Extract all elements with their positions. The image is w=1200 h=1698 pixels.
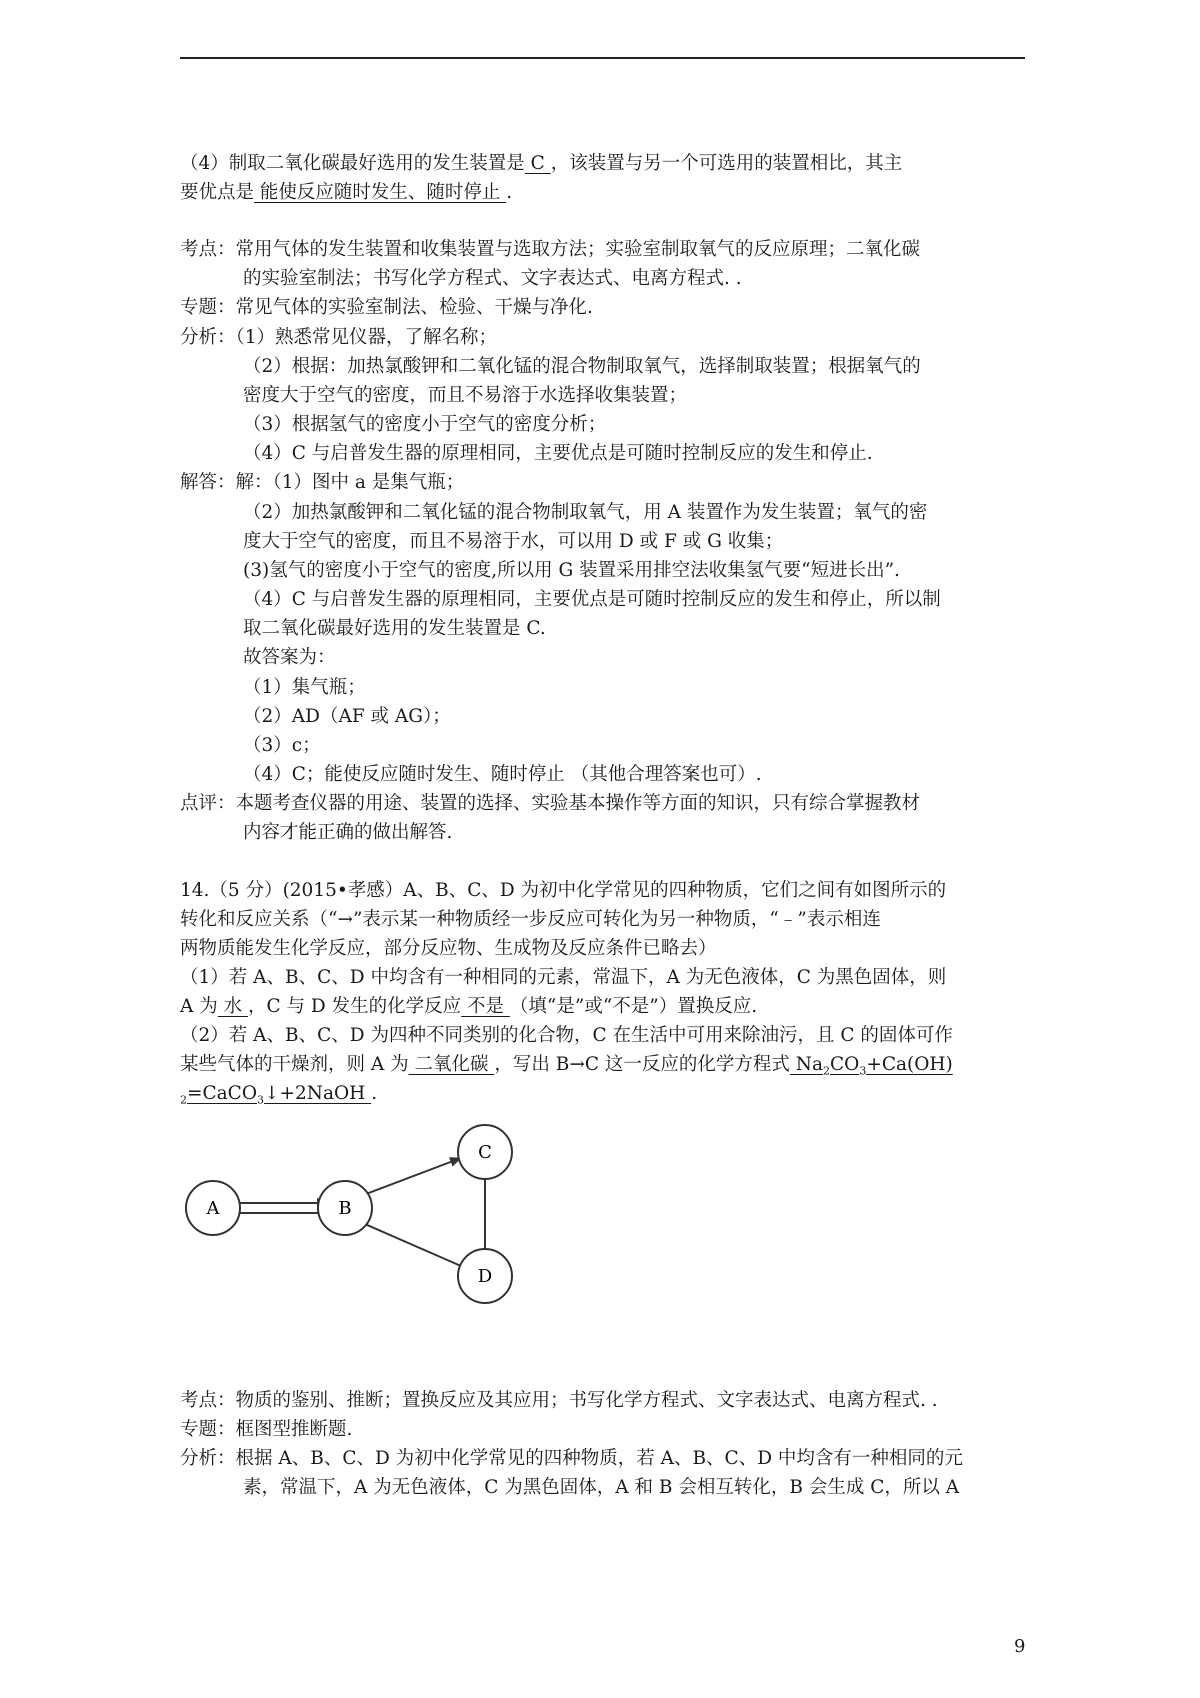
fenxi-line: （4）C 与启普发生器的原理相同，主要优点是可随时控制反应的发生和停止. (243, 443, 873, 464)
jieda-line: （1）集气瓶； (243, 677, 366, 698)
q13-part4-line1: （4）制取二氧化碳最好选用的发生装置是 C ，该装置与另一个可选用的装置相比，其主 (180, 153, 903, 174)
fenxi-line: 分析：根据 A、B、C、D 为初中化学常见的四种物质，若 A、B、C、D 中均含有一种相同的元 (180, 1448, 963, 1469)
answer-equation: $Na_2CO_3+Ca(OH)$ (789, 1054, 953, 1078)
page-number: 9 (1014, 1636, 1026, 1657)
kaodian-line: 考点：物质的鉴别、推断；置换反应及其应用；书写化学方程式、文字表达式、电离方程式. . (180, 1390, 938, 1411)
fenxi-line: （3）根据氢气的密度小于空气的密度分析； (243, 414, 607, 435)
q14-line: $_2$=CaCO$_3$↓+2NaOH . (180, 1083, 378, 1107)
dianping-line: 点评：本题考查仪器的用途、装置的选择、实验基本操作等方面的知识，只有综合掌握教材 (180, 793, 921, 814)
answer-equation: $_2$=CaCO$_3$↓+2NaOH (180, 1083, 372, 1107)
dianping-line: 内容才能正确的做出解答. (243, 822, 453, 843)
jieda-line: 解答：解：（1）图中 a 是集气瓶； (180, 472, 465, 493)
q14-line: A 为 水 ，C 与 D 发生的化学反应 不是 （填“是”或“不是”）置换反应. (180, 996, 758, 1017)
fenxi-line: （2）根据：加热氯酸钾和二氧化锰的混合物制取氧气，选择制取装置；根据氧气的 (243, 356, 921, 377)
node-a-label: A (206, 1198, 220, 1219)
jieda-line: (3)氢气的密度小于空气的密度,所以用 G 装置采用排空法收集氢气要“短进长出”. (243, 560, 900, 581)
jieda-line: 取二氧化碳最好选用的发生装置是 C. (243, 618, 546, 639)
q14-line: 转化和反应关系（“→”表示某一种物质经一步反应可转化为另一种物质，“﹣”表示相连 (180, 909, 881, 930)
jieda-line: 故答案为： (243, 647, 336, 668)
answer-blank: C (524, 153, 551, 174)
fenxi-line: 密度大于空气的密度，而且不易溶于水选择收集装置； (243, 385, 688, 406)
jieda-line: （4）C 与启普发生器的原理相同，主要优点是可随时控制反应的发生和停止，所以制 (243, 589, 941, 610)
answer-blank: 不是 (461, 996, 510, 1017)
node-d-label: D (477, 1266, 493, 1287)
q14-line: （1）若 A、B、C、D 中均含有一种相同的元素，常温下，A 为无色液体，C 为黑色固体，则 (180, 967, 947, 988)
answer-blank: 二氧化碳 (408, 1054, 495, 1075)
kaodian-line: 考点：常用气体的发生装置和收集装置与选取方法；实验室制取氧气的反应原理；二氧化碳 (180, 239, 921, 260)
header-rule (180, 57, 1025, 59)
fenxi-line: 素，常温下，A 为无色液体，C 为黑色固体，A 和 B 会相互转化，B 会生成 C，所以 A (243, 1477, 960, 1498)
reaction-diagram (180, 1120, 540, 1310)
line-b-to-d (358, 1221, 461, 1266)
q13-part4-line2: 要优点是 能使反应随时发生、随时停止 . (180, 182, 513, 203)
q14-line: 某些气体的干燥剂，则 A 为 二氧化碳 ，写出 B→C 这一反应的化学方程式 $Na_2CO_3+Ca(OH)$ (180, 1054, 953, 1078)
arrow-b-to-c (358, 1158, 461, 1197)
kaodian-line: 的实验室制法；书写化学方程式、文字表达式、电离方程式. . (243, 268, 742, 289)
jieda-line: （3）c； (243, 735, 321, 756)
answer-blank: 能使反应随时发生、随时停止 (254, 182, 507, 203)
fenxi-line: 分析：（1）熟悉常见仪器，了解名称； (180, 327, 498, 348)
zhuanti-line: 专题：框图型推断题. (180, 1419, 353, 1440)
jieda-line: （2）AD（AF 或 AG）； (243, 706, 451, 727)
jieda-line: 度大于空气的密度，而且不易溶于水，可以用 D 或 F 或 G 收集； (243, 531, 784, 552)
answer-blank: 水 (217, 996, 249, 1017)
q14-line: 14.（5 分）(2015•孝感）A、B、C、D 为初中化学常见的四种物质，它们之间有如图所示的 (180, 880, 947, 901)
q14-line: （2）若 A、B、C、D 为四种不同类别的化合物，C 在生活中可用来除油污，且 C 的固体可作 (180, 1025, 953, 1046)
jieda-line: （2）加热氯酸钾和二氧化锰的混合物制取氧气，用 A 装置作为发生装置；氧气的密 (243, 502, 928, 523)
q14-line: 两物质能发生化学反应，部分反应物、生成物及反应条件已略去） (180, 938, 717, 959)
node-b-label: B (338, 1198, 352, 1219)
zhuanti-line: 专题：常见气体的实验室制法、检验、干燥与净化. (180, 297, 593, 318)
jieda-line: （4）C；能使反应随时发生、随时停止 （其他合理答案也可）. (243, 764, 762, 785)
node-c-label: C (478, 1142, 492, 1163)
